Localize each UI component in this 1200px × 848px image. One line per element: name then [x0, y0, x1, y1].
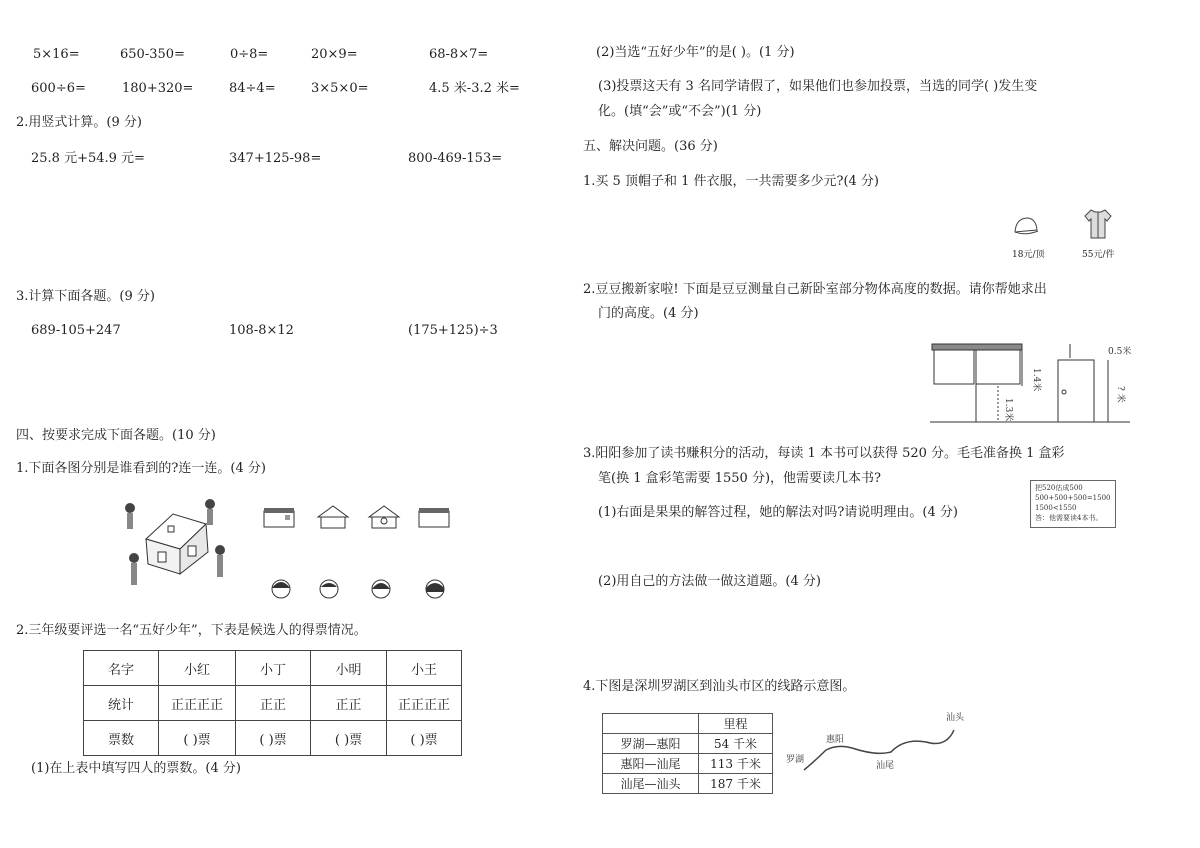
- label-right: ? 米: [1115, 386, 1125, 403]
- table-cell: 54 千米: [699, 734, 773, 754]
- table-row: [84, 651, 462, 686]
- mental-calc-9: 3×5×0=: [311, 81, 369, 96]
- section-4-q2: 2.三年级要评选一名“五好少年”，下表是候选人的得票情况。: [16, 623, 367, 638]
- table-cell: 187 千米: [699, 774, 773, 794]
- table-cell: 正正: [311, 686, 387, 721]
- q2-item-2: 347+125-98=: [229, 151, 322, 166]
- mental-calc-2: 650-350=: [120, 47, 185, 62]
- q2-title: 2.用竖式计算。(9 分): [16, 115, 142, 130]
- table-cell: 票数: [84, 721, 159, 756]
- problem-1: 1.买 5 顶帽子和 1 件衣服，一共需要多少元?(4 分): [583, 174, 879, 189]
- map-label-luohu: 罗湖: [786, 755, 805, 765]
- problem-2-line2: 门的高度。(4 分): [598, 306, 699, 321]
- table-row: [84, 686, 462, 721]
- solution-note: [1030, 480, 1116, 528]
- section-5-title: 五、解决问题。(36 分): [583, 139, 718, 154]
- vote-count-input[interactable]: ( )票: [159, 721, 236, 756]
- problem-2-line1: 2.豆豆搬新家啦! 下面是豆豆测量自己新卧室部分物体高度的数据。请你帮她求出: [583, 282, 1047, 297]
- child-head-icon-2[interactable]: [318, 578, 340, 600]
- table-row: [84, 721, 462, 756]
- table-cell: 113 千米: [699, 754, 773, 774]
- route-map: [786, 708, 966, 778]
- table-cell: [603, 714, 699, 734]
- vote-count-input[interactable]: ( )票: [387, 721, 462, 756]
- note-line: 把520估成500: [1035, 484, 1083, 492]
- kid-icon: [129, 553, 139, 585]
- table-cell: 小红: [159, 651, 236, 686]
- q3-title: 3.计算下面各题。(9 分): [16, 289, 155, 304]
- table-cell: 正正: [236, 686, 311, 721]
- sub-question-2: (2)当选“五好少年”的是( )。(1 分): [596, 45, 795, 60]
- shirt-price: 55元/件: [1082, 250, 1115, 260]
- note-line: 500+500+500=1500: [1035, 494, 1111, 502]
- house-icon: [146, 514, 208, 574]
- label-lower: 1.3米: [1003, 398, 1013, 422]
- problem-3-line1: 3.阳阳参加了读书赚积分的活动，每读 1 本书可以获得 520 分。毛毛准备换 1 盒彩: [583, 446, 1065, 461]
- map-label-huiyang: 惠阳: [826, 735, 845, 745]
- table-cell: 汕尾—汕头: [603, 774, 699, 794]
- label-top: 0.5米: [1108, 347, 1132, 357]
- mental-calc-4: 20×9=: [311, 47, 358, 62]
- mental-calc-5: 68-8×7=: [429, 47, 489, 62]
- vote-count-input[interactable]: ( )票: [311, 721, 387, 756]
- hat-icon: [1012, 214, 1040, 238]
- table-row: [603, 774, 773, 794]
- view-option-1[interactable]: [263, 507, 295, 529]
- note-line: 答：他需要读4本书。: [1035, 514, 1103, 522]
- mental-calc-8: 84÷4=: [229, 81, 276, 96]
- view-option-4[interactable]: [418, 507, 450, 529]
- sub-question-1: (1)在上表中填写四人的票数。(4 分): [31, 761, 241, 776]
- section-4-q1: 1.下面各图分别是谁看到的?连一连。(4 分): [16, 461, 266, 476]
- section-4-title: 四、按要求完成下面各题。(10 分): [16, 428, 216, 443]
- q3-item-1: 689-105+247: [31, 323, 121, 338]
- table-cell: 小明: [311, 651, 387, 686]
- table-cell: 正正正正: [159, 686, 236, 721]
- house-kids-illustration: [118, 494, 238, 604]
- problem-3-sub1: (1)右面是果果的解答过程，她的解法对吗?请说明理由。(4 分): [598, 505, 958, 520]
- child-head-icon-4[interactable]: [424, 578, 446, 600]
- child-head-icon-1[interactable]: [270, 578, 292, 600]
- mental-calc-3: 0÷8=: [230, 47, 269, 62]
- view-option-3[interactable]: [368, 505, 400, 529]
- problem-3-line2: 笔(换 1 盒彩笔需要 1550 分)，他需要读几本书?: [598, 471, 881, 486]
- table-cell: 正正正正: [387, 686, 462, 721]
- sub-question-3-line1: (3)投票这天有 3 名同学请假了，如果他们也参加投票，当选的同学( )发生变: [598, 79, 1038, 94]
- table-row: [603, 754, 773, 774]
- sub-question-3-line2: 化。(填“会”或“不会”)(1 分): [598, 104, 762, 119]
- table-cell: 名字: [84, 651, 159, 686]
- q3-item-3: (175+125)÷3: [408, 323, 498, 338]
- problem-4: 4.下图是深圳罗湖区到汕头市区的线路示意图。: [583, 679, 856, 694]
- table-cell: 统计: [84, 686, 159, 721]
- vote-table: [83, 650, 462, 756]
- kid-icon: [125, 503, 135, 529]
- table-row: [603, 714, 773, 734]
- table-cell: 小丁: [236, 651, 311, 686]
- q2-item-1: 25.8 元+54.9 元=: [31, 151, 145, 166]
- mental-calc-10: 4.5 米-3.2 米=: [429, 81, 520, 96]
- table-cell: 惠阳—汕尾: [603, 754, 699, 774]
- mental-calc-6: 600÷6=: [31, 81, 86, 96]
- shirt-icon: [1082, 208, 1114, 240]
- table-cell: 里程: [699, 714, 773, 734]
- table-cell: 罗湖—惠阳: [603, 734, 699, 754]
- view-option-2[interactable]: [317, 505, 349, 529]
- vote-count-input[interactable]: ( )票: [236, 721, 311, 756]
- bedroom-diagram: [930, 342, 1130, 424]
- map-label-shanwei: 汕尾: [876, 761, 895, 771]
- hat-price: 18元/顶: [1012, 250, 1045, 260]
- q3-item-2: 108-8×12: [229, 323, 294, 338]
- table-row: [603, 734, 773, 754]
- map-label-shantou: 汕头: [946, 713, 965, 723]
- distance-table: [602, 713, 773, 794]
- child-head-icon-3[interactable]: [370, 578, 392, 600]
- problem-3-sub2: (2)用自己的方法做一做这道题。(4 分): [598, 574, 821, 589]
- kid-icon: [205, 499, 215, 525]
- mental-calc-7: 180+320=: [122, 81, 194, 96]
- kid-icon: [215, 545, 225, 577]
- q2-item-3: 800-469-153=: [408, 151, 503, 166]
- table-cell: 小王: [387, 651, 462, 686]
- mental-calc-1: 5×16=: [33, 47, 80, 62]
- label-upper: 1.4米: [1031, 368, 1041, 392]
- note-line: 1500<1550: [1035, 504, 1077, 512]
